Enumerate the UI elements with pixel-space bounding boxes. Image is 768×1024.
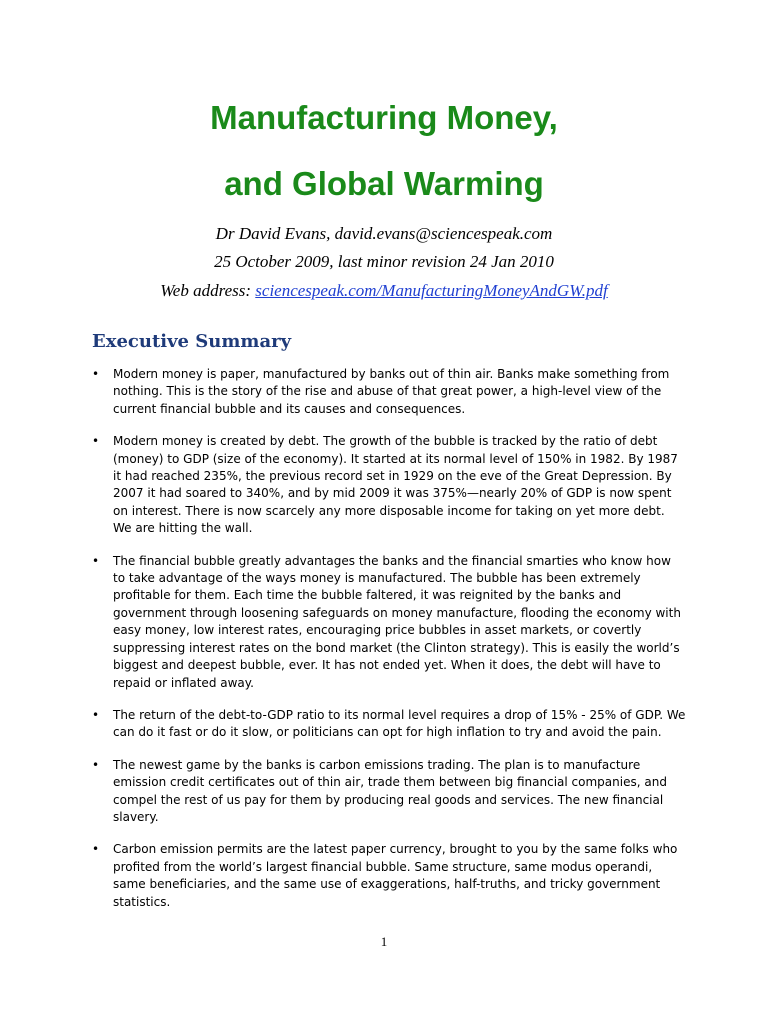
executive-summary-heading: Executive Summary [92, 331, 292, 352]
bullet-icon: • [92, 842, 100, 857]
author-line: Dr David Evans, david.evans@sciencespeak.com [215, 224, 553, 243]
web-address-line [0, 281, 768, 301]
document-title-line-1: Manufacturing Money, [210, 99, 558, 136]
bullet-icon: • [92, 707, 100, 722]
list-item [92, 757, 686, 827]
web-address-link[interactable]: sciencespeak.com/ManufacturingMoneyAndGW.pdf [255, 281, 608, 300]
document-title-line-2: and Global Warming [224, 165, 544, 202]
web-address-label: Web address: [160, 281, 256, 300]
list-item [92, 707, 686, 742]
list-item [92, 433, 686, 537]
list-item [92, 366, 686, 418]
list-item [92, 841, 686, 911]
bullet-icon: • [92, 757, 100, 772]
bullet-text: Modern money is created by debt. The growth of the bubble is tracked by the ratio of debt (money) to GDP (size of the economy). It started at its normal level of 150% in 1982. By 1987 it had reached 235%, the previous record set in 1929 on the eve of the Great Depression. By 2007 it had soared to 340%, and by mid 2009 it was 375%—nearly 20% of GDP is now spent on interest. There is now scarcely any more disposable income for taking on yet more debt. We are hitting the wall. [113, 434, 678, 536]
bullet-text: The return of the debt-to-GDP ratio to its normal level requires a drop of 15% - 25% of GDP. We can do it fast or do it slow, or politicians can opt for high inflation to try and avoid the pain. [113, 707, 686, 740]
bullet-text: The newest game by the banks is carbon emissions trading. The plan is to manufacture emission credit certificates out of thin air, trade them between big financial companies, and compel the rest of us pay for them by producing real goods and services. The new financial slavery. [113, 757, 667, 824]
date-line: 25 October 2009, last minor revision 24 Jan 2010 [214, 252, 554, 271]
summary-bullet-list [92, 366, 686, 926]
bullet-icon: • [92, 553, 100, 568]
bullet-icon: • [92, 367, 100, 381]
bullet-text: Modern money is paper, manufactured by banks out of thin air. Banks make something from nothing. This is the story of the rise and abuse of that great power, a high-level view of the current financial bubble and its causes and consequences. [113, 367, 670, 416]
bullet-text: The financial bubble greatly advantages the banks and the financial smarties who know how to take advantage of the ways money is manufactured. The bubble has been extremely profitable for them. Each time the bubble faltered, it was reignited by the banks and government through loosening safeguards on money manufacture, flooding the economy with easy money, low interest rates, encouraging price bubbles in asset markets, or covertly suppressing interest rates on the bond market (the Clinton strategy). This is easily the world’s biggest and deepest bubble, ever. It has not ended yet. When it does, the debt will have to repaid or inflated away. [113, 553, 681, 690]
bullet-text: Carbon emission permits are the latest paper currency, brought to you by the same folks who profited from the world’s largest financial bubble. Same structure, same modus operandi, same beneficiaries, and the same use of exaggerations, half-truths, and tricky government statistics. [113, 842, 678, 909]
list-item [92, 553, 686, 692]
page-number: 1 [380, 934, 388, 949]
bullet-icon: • [92, 434, 100, 449]
